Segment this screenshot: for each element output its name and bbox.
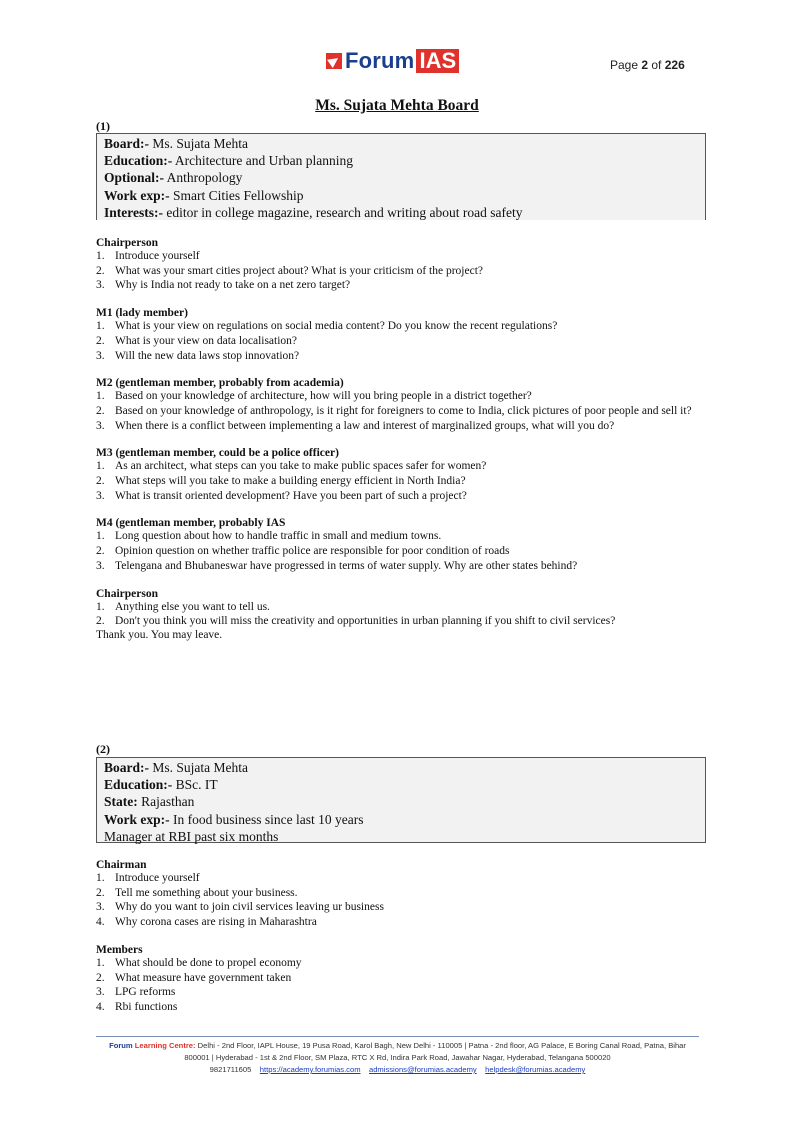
logo-ias-text: IAS bbox=[416, 49, 459, 73]
question-list bbox=[96, 319, 706, 363]
question-section bbox=[96, 307, 706, 363]
question-item bbox=[96, 1000, 706, 1015]
section-heading: M1 (lady member) bbox=[96, 307, 188, 320]
academy-link[interactable]: https://academy.forumias.com bbox=[259, 1065, 361, 1074]
question-section bbox=[96, 859, 706, 930]
question-text: Opinion question on whether traffic police are responsible for poor condition of roads bbox=[115, 545, 510, 558]
forumias-logo bbox=[326, 49, 459, 73]
profile-value: Ms. Sujata Mehta bbox=[149, 760, 248, 775]
profile-value: Ms. Sujata Mehta bbox=[149, 136, 248, 151]
logo-arrow-icon bbox=[326, 53, 342, 69]
profile-label: Education:- bbox=[104, 777, 173, 793]
section-heading: Chairman bbox=[96, 859, 147, 871]
section-heading: Chairperson bbox=[96, 237, 158, 249]
question-list bbox=[96, 389, 706, 433]
admissions-email-link[interactable]: admissions@forumias.academy bbox=[368, 1065, 477, 1074]
footer-label-centre: Learning Centre: bbox=[134, 1041, 196, 1050]
question-item bbox=[96, 871, 706, 886]
question-section bbox=[96, 588, 706, 629]
question-text: Tell me something about your business. bbox=[115, 886, 298, 899]
question-text: Introduce yourself bbox=[115, 872, 200, 884]
profile-label: Board:- bbox=[104, 136, 149, 151]
profile-row bbox=[104, 187, 698, 204]
question-text: What was your smart cities project about? What is your criticism of the project? bbox=[115, 264, 483, 277]
profile-value: editor in college magazine, research and writing about road safety bbox=[162, 204, 523, 220]
profile-label: Interests:- bbox=[104, 204, 163, 220]
question-section bbox=[96, 944, 706, 1015]
profile-row bbox=[104, 793, 698, 810]
question-item bbox=[96, 600, 706, 615]
question-item bbox=[96, 956, 706, 971]
question-item bbox=[96, 389, 706, 404]
question-text: What is your view on regulations on social media content? Do you know the recent regulations? bbox=[115, 320, 558, 333]
question-item bbox=[96, 971, 706, 986]
profile-value: In food business since last 10 years bbox=[169, 811, 364, 827]
question-item bbox=[96, 529, 706, 544]
question-number: 1. bbox=[96, 956, 105, 969]
profile-value: Smart Cities Fellowship bbox=[169, 187, 304, 203]
question-text: Telengana and Bhubaneswar have progressed in terms of water supply. Why are other states behind? bbox=[115, 559, 578, 572]
profile-value: Architecture and Urban planning bbox=[172, 153, 353, 169]
question-item bbox=[96, 474, 706, 489]
question-number: 2. bbox=[96, 404, 105, 417]
question-text: Based on your knowledge of architecture, how will you bring people in a district together? bbox=[115, 390, 532, 403]
question-number: 1. bbox=[96, 872, 105, 884]
question-text: What steps will you take to make a building energy efficient in North India? bbox=[115, 475, 466, 488]
question-item bbox=[96, 559, 706, 574]
question-text: When there is a conflict between implementing a law and interest of marginalized groups, what will you do? bbox=[115, 419, 615, 432]
question-number: 2. bbox=[96, 615, 105, 628]
section-heading: M2 (gentleman member, probably from academia) bbox=[96, 377, 344, 390]
profile-value: Rajasthan bbox=[137, 794, 195, 810]
question-item bbox=[96, 985, 706, 1000]
question-item bbox=[96, 319, 706, 334]
question-number: 3. bbox=[96, 986, 105, 999]
question-item bbox=[96, 459, 706, 474]
question-text: Why is India not ready to take on a net zero target? bbox=[115, 279, 351, 292]
question-number: 4. bbox=[96, 1000, 105, 1013]
question-item bbox=[96, 886, 706, 901]
section-heading: Members bbox=[96, 943, 143, 956]
question-text: What is your view on data localisation? bbox=[115, 334, 298, 347]
question-number: 2. bbox=[96, 886, 105, 899]
section-heading: M4 (gentleman member, probably IAS bbox=[96, 517, 286, 530]
question-number: 3. bbox=[96, 349, 105, 362]
candidate-profile-box bbox=[96, 757, 706, 843]
question-item bbox=[96, 404, 706, 419]
question-item bbox=[96, 544, 706, 559]
profile-row bbox=[104, 776, 698, 793]
question-section bbox=[96, 237, 706, 293]
profile-label: Board:- bbox=[104, 760, 149, 775]
question-text: Don't you think you will miss the creativity and opportunities in urban planning if you shift to civil services? bbox=[115, 615, 616, 628]
question-number: 1. bbox=[96, 530, 105, 543]
page-title: Ms. Sujata Mehta Board bbox=[315, 97, 479, 114]
question-item bbox=[96, 900, 706, 915]
question-text: Anything else you want to tell us. bbox=[115, 600, 270, 613]
question-item bbox=[96, 264, 706, 279]
footer bbox=[96, 1040, 699, 1076]
profile-label: Optional:- bbox=[104, 170, 165, 186]
question-text: LPG reforms bbox=[115, 986, 176, 999]
interview-number: (2) bbox=[96, 742, 110, 756]
profile-row bbox=[104, 828, 698, 845]
profile-label: Work exp:- bbox=[104, 811, 170, 827]
question-list bbox=[96, 956, 706, 1015]
profile-value: Manager at RBI past six months bbox=[104, 828, 279, 844]
question-number: 2. bbox=[96, 264, 105, 277]
question-item bbox=[96, 249, 706, 264]
question-number: 3. bbox=[96, 419, 105, 432]
footer-address: Delhi - 2nd Floor, IAPL House, 19 Pusa Road, Karol Bagh, New Delhi - 110005 | Patna - 2nd floor, AG Palace, E Boring Canal Road, Patna, Bihar 800001 | Hyderabad - 1st & 2nd Floor, SM Plaza, RTC X Rd, Indira Park Road, Jawahar Nagar, Hyderabad, Telangana 500020 bbox=[184, 1041, 686, 1062]
profile-row bbox=[104, 169, 698, 186]
question-item bbox=[96, 489, 706, 504]
question-text: As an architect, what steps can you take to make public spaces safer for women? bbox=[115, 460, 487, 473]
question-number: 3. bbox=[96, 489, 105, 502]
question-text: Introduce yourself bbox=[115, 250, 200, 262]
question-text: What measure have government taken bbox=[115, 971, 292, 984]
profile-label: Education:- bbox=[104, 153, 173, 169]
interview-questions bbox=[96, 859, 706, 1015]
question-number: 1. bbox=[96, 320, 105, 333]
question-number: 3. bbox=[96, 279, 105, 292]
profile-row bbox=[104, 759, 698, 776]
logo-forum-text: Forum bbox=[345, 48, 415, 73]
question-item bbox=[96, 278, 706, 293]
question-item bbox=[96, 419, 706, 434]
question-text: Will the new data laws stop innovation? bbox=[115, 349, 300, 362]
question-number: 2. bbox=[96, 545, 105, 558]
question-number: 1. bbox=[96, 390, 105, 403]
question-number: 1. bbox=[96, 600, 105, 613]
question-number: 1. bbox=[96, 250, 105, 262]
question-number: 2. bbox=[96, 971, 105, 984]
question-list bbox=[96, 871, 706, 930]
question-number: 2. bbox=[96, 334, 105, 347]
page-number: Page 2 of 226 bbox=[610, 58, 685, 72]
profile-label: Work exp:- bbox=[104, 187, 170, 203]
question-item bbox=[96, 614, 706, 629]
profile-value: Anthropology bbox=[164, 170, 243, 186]
section-heading: Chairperson bbox=[96, 587, 158, 600]
question-number: 1. bbox=[96, 460, 105, 473]
question-section bbox=[96, 447, 706, 503]
question-text: Long question about how to handle traffic in small and medium towns. bbox=[115, 530, 442, 543]
profile-row bbox=[104, 135, 698, 152]
question-item bbox=[96, 915, 706, 930]
question-list bbox=[96, 249, 706, 293]
question-text: Rbi functions bbox=[115, 1000, 178, 1013]
question-list bbox=[96, 529, 706, 573]
section-heading: M3 (gentleman member, could be a police officer) bbox=[96, 447, 339, 460]
question-text: Why do you want to join civil services leaving ur business bbox=[115, 901, 384, 914]
profile-value: BSc. IT bbox=[172, 777, 218, 793]
question-text: Why corona cases are rising in Maharashtra bbox=[115, 916, 317, 929]
question-list bbox=[96, 459, 706, 503]
question-number: 3. bbox=[96, 559, 105, 572]
profile-row bbox=[104, 152, 698, 169]
question-text: What should be done to propel economy bbox=[115, 956, 302, 969]
closing-remark: Thank you. You may leave. bbox=[96, 628, 223, 641]
question-item bbox=[96, 349, 706, 364]
question-section bbox=[96, 377, 706, 433]
candidate-profile-box bbox=[96, 133, 706, 220]
footer-divider bbox=[96, 1036, 699, 1037]
helpdesk-email-link[interactable]: helpdesk@forumias.academy bbox=[485, 1065, 586, 1074]
question-item bbox=[96, 334, 706, 349]
footer-label: Forum bbox=[109, 1041, 135, 1050]
question-section bbox=[96, 517, 706, 573]
question-number: 4. bbox=[96, 916, 105, 929]
question-number: 2. bbox=[96, 475, 105, 488]
question-text: Based on your knowledge of anthropology, is it right for foreigners to come to India, click pictures of poor people and sell it? bbox=[115, 404, 692, 417]
profile-label: State: bbox=[104, 794, 138, 810]
profile-row bbox=[104, 811, 698, 828]
question-number: 3. bbox=[96, 901, 105, 914]
footer-phone: 9821711605 bbox=[209, 1065, 252, 1074]
profile-row bbox=[104, 204, 698, 221]
interview-questions bbox=[96, 237, 706, 641]
question-text: What is transit oriented development? Have you been part of such a project? bbox=[115, 489, 467, 502]
question-list bbox=[96, 600, 706, 629]
interview-number: (1) bbox=[96, 119, 110, 133]
